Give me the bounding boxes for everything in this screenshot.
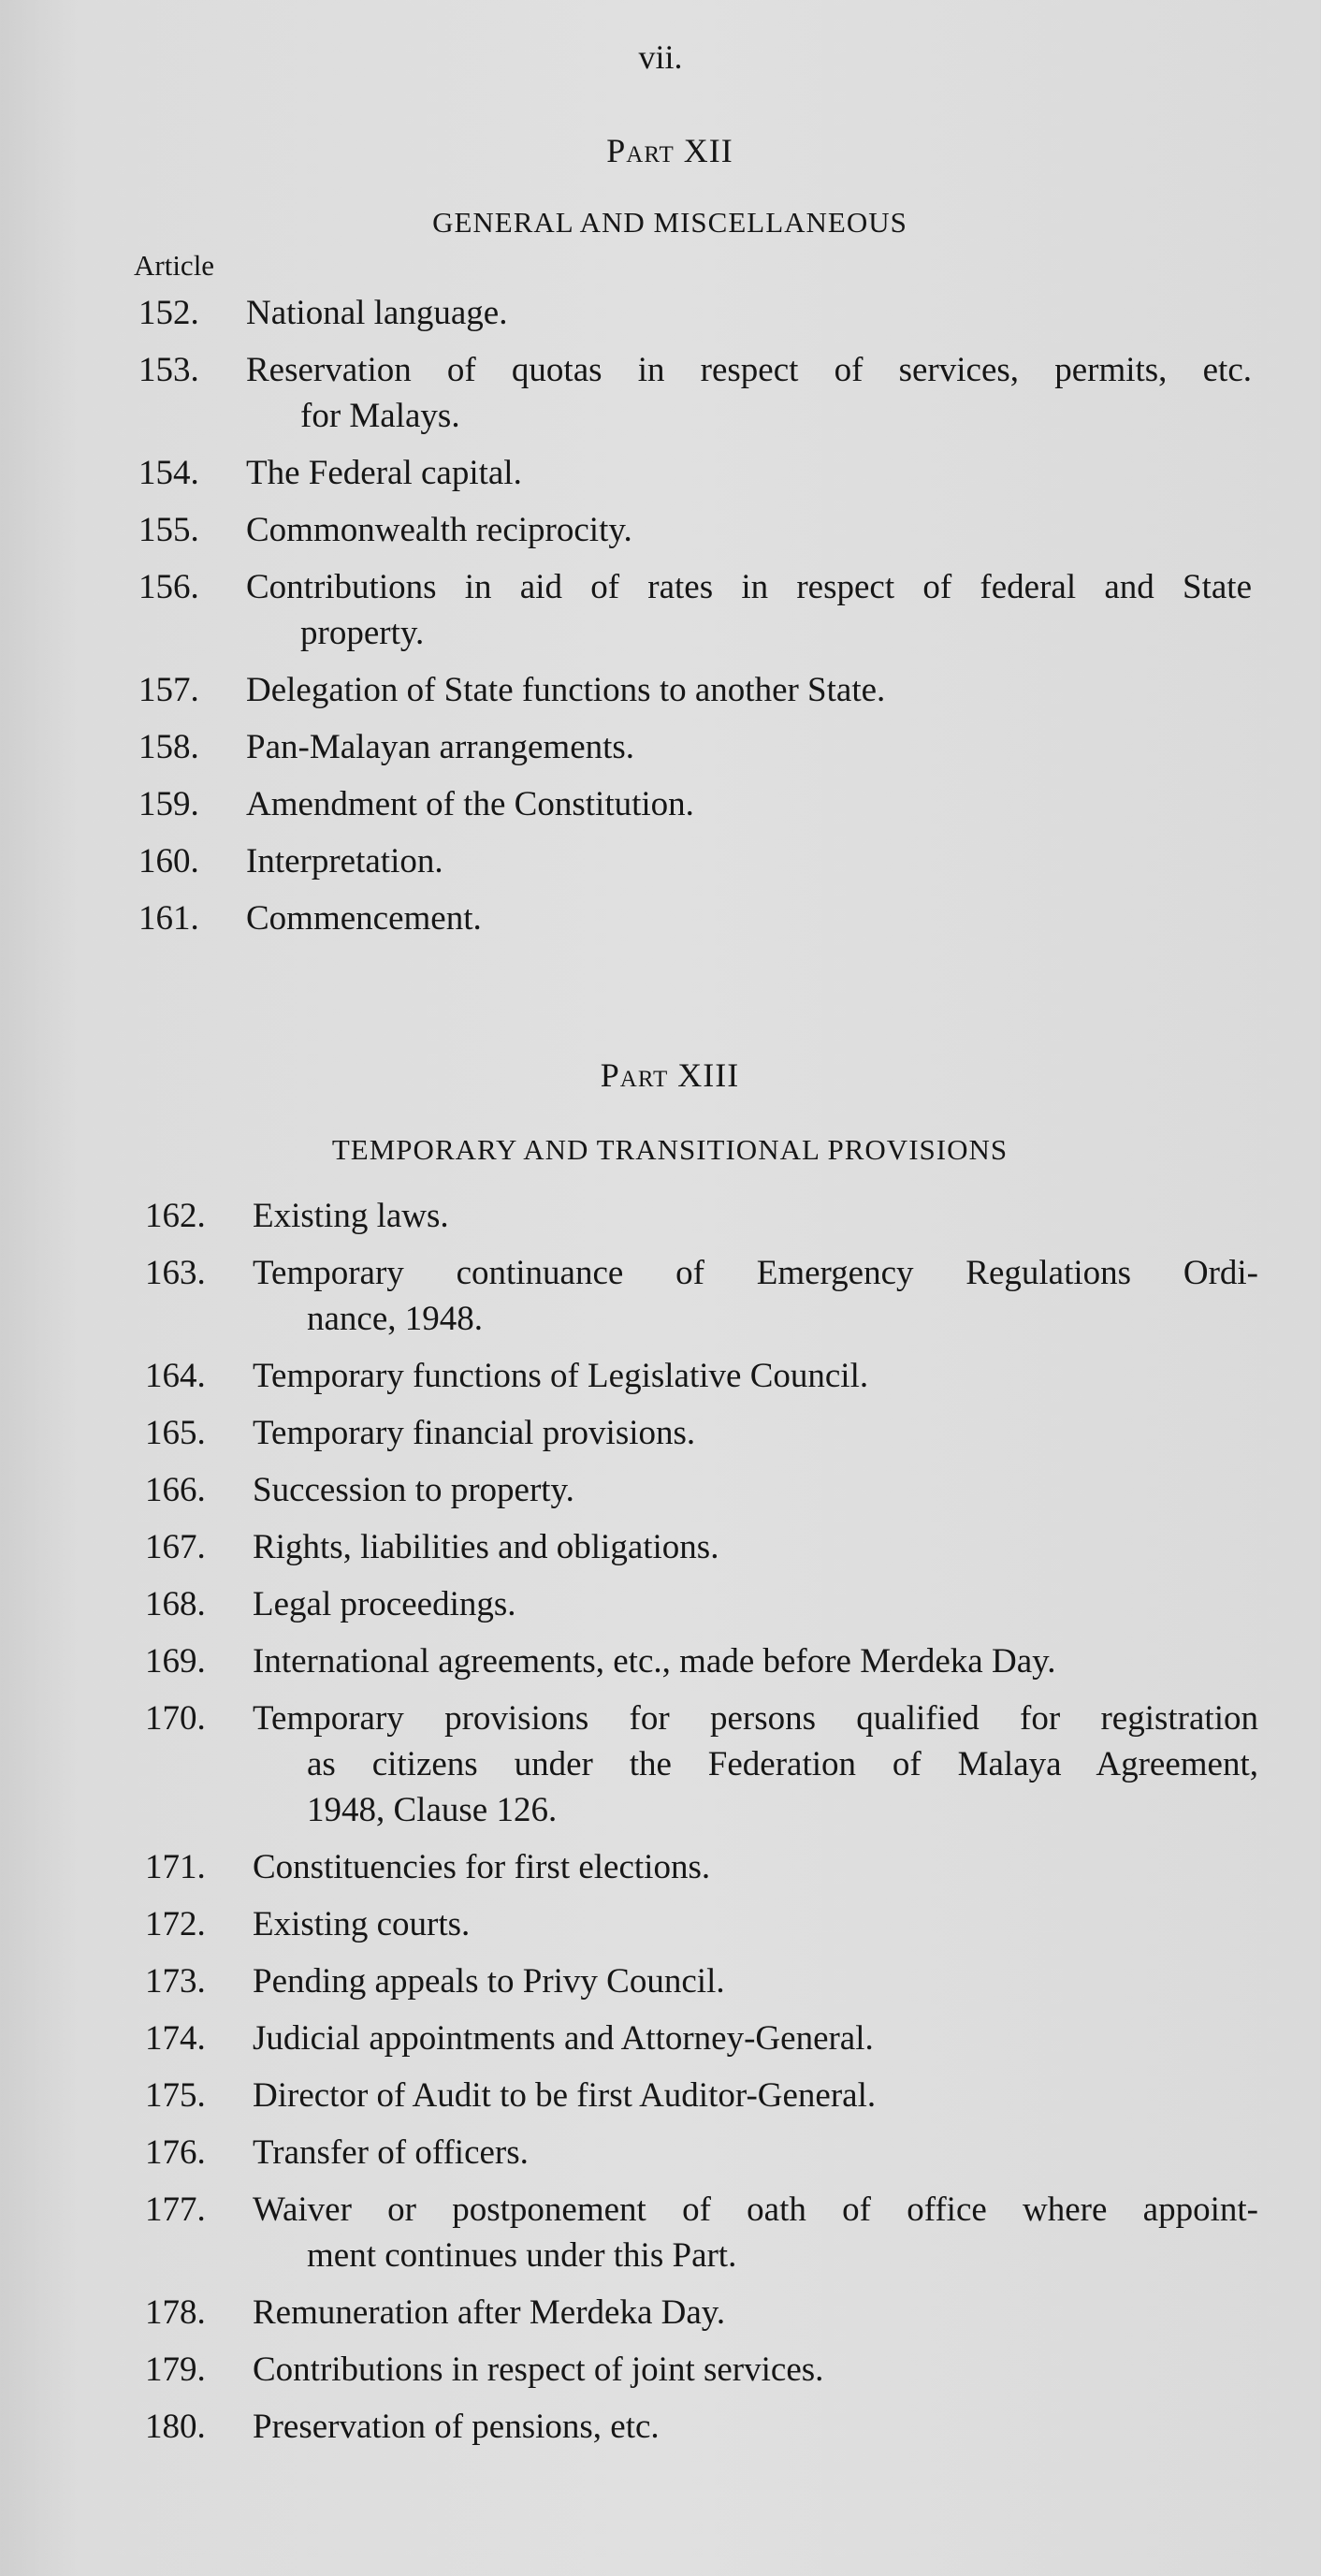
article-number: 180. [145,2408,206,2446]
article-entry [145,1467,1258,1513]
article-title [246,450,1252,496]
article-title [253,1193,1258,1239]
article-title-line: Transfer of officers. [253,2133,529,2172]
part-12-heading: GENERAL AND MISCELLANEOUS [432,206,907,239]
part-13-title: Part XIII [600,1056,740,1094]
article-title-line: Existing courts. [253,1905,471,1943]
article-title-line: Temporary provisions for persons qualified for registration [253,1699,1258,1738]
article-title-line: Interpretation. [246,842,443,880]
article-title-line: Temporary financial provisions. [253,1414,696,1452]
article-entry [145,1524,1258,1570]
article-entry [145,1410,1258,1456]
article-title [253,1958,1258,2004]
article-title-line: Director of Audit to be first Auditor-General. [253,2076,877,2115]
article-title [246,781,1252,827]
article-title [253,1250,1258,1342]
article-title [253,1901,1258,1947]
article-title-line: Succession to property. [253,1471,574,1509]
article-title [246,838,1252,884]
article-title [253,1467,1258,1513]
article-title-line: The Federal capital. [246,454,522,492]
article-entry [145,1844,1258,1890]
article-entry [145,2016,1258,2061]
article-number: 162. [145,1197,206,1235]
article-title [253,2404,1258,2450]
article-title-line: Delegation of State functions to another State. [246,671,886,709]
article-entry [138,290,1252,336]
article-number: 171. [145,1848,206,1886]
article-title-line: for Malays. [300,397,460,435]
article-number: 177. [145,2190,206,2229]
article-entry [145,1696,1258,1833]
article-entry [145,1353,1258,1399]
article-number: 163. [145,1254,206,1292]
article-title [253,2016,1258,2061]
article-title-line: Amendment of the Constitution. [246,785,694,823]
article-number: 161. [138,899,199,938]
article-entry [145,1581,1258,1627]
article-number: 164. [145,1357,206,1395]
article-title [253,2130,1258,2176]
article-title-line: Contributions in aid of rates in respect of federal and State [246,568,1252,606]
article-title-line: National language. [246,294,508,332]
article-title-line: Remuneration after Merdeka Day. [253,2293,726,2332]
article-title [253,1638,1258,1684]
article-entry [145,2073,1258,2118]
article-entry [138,507,1252,553]
article-title [246,895,1252,941]
article-number: 165. [145,1414,206,1452]
article-title-line: Waiver or postponement of oath of office where appoint- [253,2190,1258,2229]
part-12-title: Part XII [606,132,733,169]
article-entry [145,2187,1258,2278]
article-number: 170. [145,1699,206,1738]
article-title [253,1696,1258,1833]
article-entry [145,1193,1258,1239]
article-entry [145,2404,1258,2450]
article-title-line: Pan-Malayan arrangements. [246,728,635,766]
article-title-line: Commencement. [246,899,482,938]
article-entry [138,838,1252,884]
article-title-line: Constituencies for first elections. [253,1848,711,1886]
article-number: 166. [145,1471,206,1509]
article-title-line: ment continues under this Part. [307,2236,737,2275]
article-number: 168. [145,1585,206,1623]
part-12-article-list [138,290,1252,953]
article-number: 167. [145,1528,206,1566]
article-number: 153. [138,351,199,389]
article-entry [145,2347,1258,2393]
article-title [246,724,1252,770]
article-entry [145,2130,1258,2176]
article-entry [138,450,1252,496]
article-title-line: Commonwealth reciprocity. [246,511,632,549]
article-title-line: International agreements, etc., made before Merdeka Day. [253,1642,1056,1681]
article-number: 178. [145,2293,206,2332]
article-title-line: Contributions in respect of joint services. [253,2350,824,2389]
article-title [246,564,1252,656]
part-13-article-list [145,1193,1258,2461]
article-title [253,1844,1258,1890]
article-title-line: Reservation of quotas in respect of services, permits, etc. [246,351,1252,389]
page-number: vii. [638,38,683,76]
article-entry [145,1638,1258,1684]
article-title [246,507,1252,553]
article-entry [138,564,1252,656]
article-title-line: Legal proceedings. [253,1585,516,1623]
article-number: 154. [138,454,199,492]
article-title [253,1353,1258,1399]
article-title [253,2187,1258,2278]
article-title-line: property. [300,614,425,652]
article-title [253,2347,1258,2393]
article-number: 157. [138,671,199,709]
article-title [253,2073,1258,2118]
part-13-heading: TEMPORARY AND TRANSITIONAL PROVISIONS [331,1133,1009,1166]
article-number: 160. [138,842,199,880]
article-number: 175. [145,2076,206,2115]
article-entry [138,347,1252,439]
article-title [253,1524,1258,1570]
article-number: 172. [145,1905,206,1943]
article-number: 174. [145,2019,206,2058]
article-title-line: Temporary functions of Legislative Council. [253,1357,869,1395]
article-entry [138,724,1252,770]
article-entry [145,1901,1258,1947]
article-number: 176. [145,2133,206,2172]
article-number: 155. [138,511,199,549]
article-title [253,1581,1258,1627]
article-number: 173. [145,1962,206,2001]
article-number: 169. [145,1642,206,1681]
article-title-line: Temporary continuance of Emergency Regulations Ordi- [253,1254,1258,1292]
article-title [253,1410,1258,1456]
article-title-line: Judicial appointments and Attorney-General. [253,2019,874,2058]
article-number: 152. [138,294,199,332]
article-title-line: Existing laws. [253,1197,449,1235]
article-number: 179. [145,2350,206,2389]
article-title-line: as citizens under the Federation of Malaya Agreement, [307,1745,1258,1783]
article-entry [138,895,1252,941]
article-title [246,667,1252,713]
article-entry [145,1250,1258,1342]
article-entry [145,2290,1258,2336]
article-title [246,347,1252,439]
article-entry [138,781,1252,827]
article-entry [145,1958,1258,2004]
article-title [246,290,1252,336]
article-column-label: Article [134,249,215,282]
article-title-line: nance, 1948. [307,1300,484,1338]
article-number: 158. [138,728,199,766]
article-title-line: Rights, liabilities and obligations. [253,1528,719,1566]
article-title-line: 1948, Clause 126. [307,1791,558,1829]
article-number: 156. [138,568,199,606]
article-entry [138,667,1252,713]
article-title-line: Preservation of pensions, etc. [253,2408,660,2446]
article-title-line: Pending appeals to Privy Council. [253,1962,725,2001]
article-title [253,2290,1258,2336]
article-number: 159. [138,785,199,823]
